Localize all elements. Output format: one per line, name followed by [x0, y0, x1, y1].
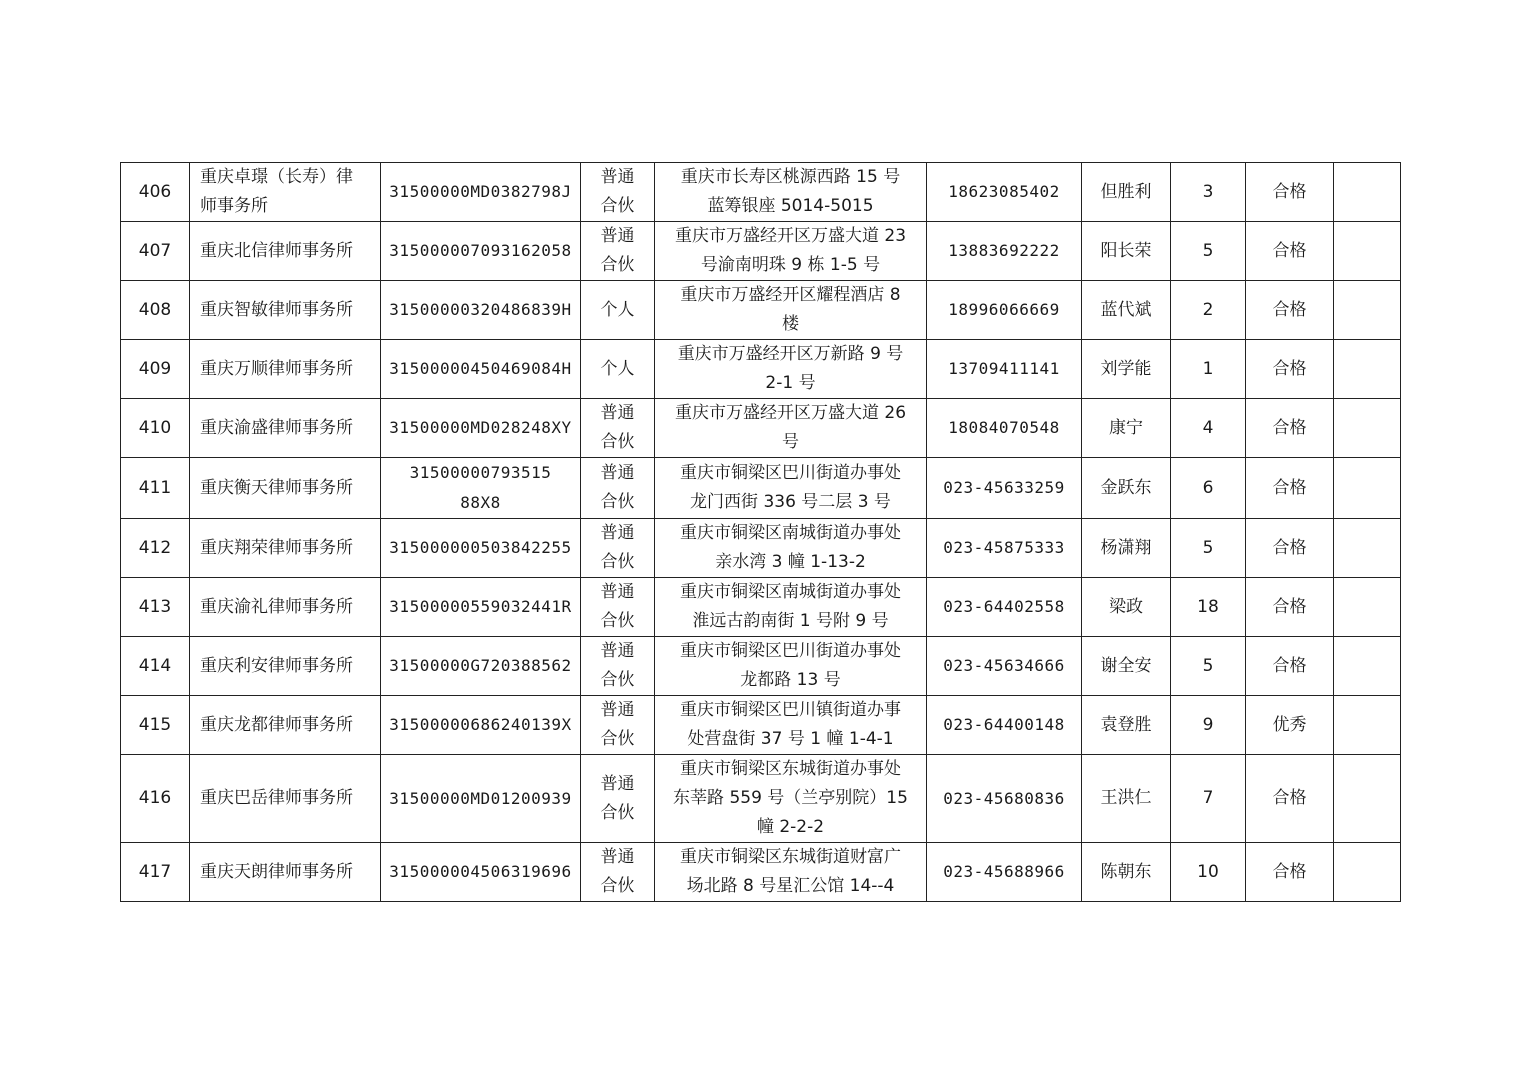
phone-number: 023-45634666 [943, 656, 1065, 675]
org-type-line: 个人 [600, 299, 635, 320]
org-type-line: 合伙 [600, 729, 635, 749]
cell-person [1082, 637, 1171, 696]
assessment-result: 优秀 [1272, 714, 1307, 735]
cell-count [1171, 340, 1246, 399]
credit-code: 315000007093162058 [389, 241, 572, 260]
person-name: 蓝代斌 [1100, 299, 1152, 320]
phone-number: 13883692222 [948, 241, 1060, 260]
cell-phone [927, 163, 1082, 222]
phone-number: 13709411141 [948, 359, 1060, 378]
address-line: 重庆市万盛经开区万盛大道 26 [674, 403, 907, 423]
firm-name-line: 重庆智敏律师事务所 [200, 299, 353, 320]
cell-phone [927, 222, 1082, 281]
assessment-result: 合格 [1272, 861, 1307, 882]
row-number: 412 [138, 537, 172, 558]
org-type-line: 普通 [600, 523, 635, 543]
table-row [121, 222, 1401, 281]
person-name: 但胜利 [1100, 181, 1152, 202]
address-line: 号 [782, 432, 799, 452]
cell-person [1082, 755, 1171, 843]
cell-count [1171, 578, 1246, 637]
person-name: 谢全安 [1100, 655, 1152, 676]
phone-number: 18996066669 [948, 300, 1060, 319]
cell-credit-code [381, 843, 581, 902]
credit-code: 31500000G720388562 [389, 656, 572, 675]
cell-remark [1334, 843, 1401, 902]
cell-phone [927, 843, 1082, 902]
org-type-line: 普通 [600, 773, 635, 794]
cell-org-type [581, 458, 655, 519]
cell-phone [927, 458, 1082, 519]
table-row [121, 399, 1401, 458]
cell-credit-code [381, 578, 581, 637]
cell-no [121, 163, 190, 222]
cell-count [1171, 222, 1246, 281]
cell-address [655, 340, 927, 399]
org-type-line: 合伙 [600, 552, 635, 572]
table-row [121, 696, 1401, 755]
cell-credit-code [381, 755, 581, 843]
cell-no [121, 458, 190, 519]
table-row [121, 163, 1401, 222]
cell-org-type [581, 843, 655, 902]
table-row [121, 578, 1401, 637]
lawyer-count: 18 [1197, 596, 1219, 617]
cell-count [1171, 519, 1246, 578]
assessment-result: 合格 [1272, 788, 1307, 808]
table-row [121, 637, 1401, 696]
org-type-line: 普通 [600, 847, 635, 867]
cell-firm-name [190, 637, 381, 696]
cell-remark [1334, 222, 1401, 281]
phone-number: 023-45688966 [943, 862, 1065, 881]
cell-person [1082, 222, 1171, 281]
address-line: 淮远古韵南街 1 号附 9 号 [692, 611, 889, 631]
row-number: 416 [138, 788, 172, 808]
cell-no [121, 222, 190, 281]
person-name: 杨潇翔 [1100, 537, 1152, 558]
cell-phone [927, 519, 1082, 578]
cell-remark [1334, 458, 1401, 519]
phone-number: 023-45875333 [943, 538, 1065, 557]
cell-credit-code [381, 637, 581, 696]
row-number: 408 [138, 299, 172, 320]
person-name: 梁政 [1109, 596, 1143, 617]
row-number: 410 [138, 417, 172, 438]
cell-address [655, 696, 927, 755]
cell-firm-name [190, 222, 381, 281]
org-type-line: 普通 [600, 582, 635, 602]
lawyer-count: 7 [1202, 788, 1214, 808]
phone-number: 023-64400148 [943, 715, 1065, 734]
address-line: 重庆市铜梁区巴川镇街道办事 [680, 700, 901, 720]
cell-count [1171, 458, 1246, 519]
cell-person [1082, 399, 1171, 458]
firm-name-line: 重庆渝盛律师事务所 [200, 417, 353, 438]
cell-result [1246, 281, 1334, 340]
org-type-line: 合伙 [600, 876, 635, 896]
cell-phone [927, 399, 1082, 458]
address-line: 亲水湾 3 幢 1-13-2 [715, 552, 866, 572]
cell-result [1246, 578, 1334, 637]
person-name: 袁登胜 [1100, 714, 1152, 735]
firm-name-line: 重庆巴岳律师事务所 [200, 788, 353, 808]
cell-org-type [581, 399, 655, 458]
firm-name-line: 重庆利安律师事务所 [200, 655, 353, 676]
address-line: 幢 2-2-2 [756, 817, 825, 837]
address-line: 重庆市万盛经开区万新路 9 号 [677, 344, 904, 364]
cell-no [121, 637, 190, 696]
address-line: 龙门西街 336 号二层 3 号 [690, 492, 891, 512]
address-line: 重庆市铜梁区南城街道办事处 [680, 523, 901, 543]
row-number: 414 [138, 655, 172, 676]
cell-count [1171, 637, 1246, 696]
lawyer-count: 5 [1202, 537, 1214, 558]
address-line: 场北路 8 号星汇公馆 14--4 [686, 876, 895, 896]
row-number: 409 [138, 358, 172, 379]
table-row [121, 755, 1401, 843]
phone-number: 023-45680836 [943, 788, 1065, 808]
assessment-result: 合格 [1272, 596, 1307, 617]
cell-person [1082, 696, 1171, 755]
address-line: 楼 [782, 314, 799, 334]
table-row [121, 340, 1401, 399]
cell-credit-code [381, 281, 581, 340]
cell-remark [1334, 281, 1401, 340]
cell-result [1246, 399, 1334, 458]
firm-name-line: 重庆北信律师事务所 [200, 240, 353, 261]
cell-person [1082, 163, 1171, 222]
cell-count [1171, 163, 1246, 222]
cell-firm-name [190, 519, 381, 578]
address-line: 重庆市铜梁区巴川街道办事处 [680, 463, 901, 483]
cell-result [1246, 458, 1334, 519]
cell-remark [1334, 399, 1401, 458]
cell-address [655, 222, 927, 281]
phone-number: 023-64402558 [943, 597, 1065, 616]
cell-address [655, 755, 927, 843]
cell-no [121, 755, 190, 843]
cell-person [1082, 519, 1171, 578]
cell-result [1246, 696, 1334, 755]
cell-no [121, 519, 190, 578]
cell-org-type [581, 755, 655, 843]
org-type-line: 普通 [600, 463, 635, 483]
assessment-result: 合格 [1272, 299, 1307, 320]
cell-remark [1334, 578, 1401, 637]
firm-name-line: 重庆渝礼律师事务所 [200, 596, 353, 617]
table-row [121, 458, 1401, 519]
credit-code: 315000000503842255 [389, 538, 572, 557]
credit-code: 31500000559032441R [389, 597, 572, 616]
org-type-line: 合伙 [600, 492, 635, 512]
cell-org-type [581, 222, 655, 281]
cell-org-type [581, 340, 655, 399]
cell-credit-code [381, 340, 581, 399]
cell-address [655, 163, 927, 222]
assessment-result: 合格 [1272, 181, 1307, 202]
address-line: 东莘路 559 号（兰亭别院）15 [673, 788, 908, 808]
cell-org-type [581, 281, 655, 340]
lawyer-count: 9 [1202, 714, 1214, 735]
law-firm-table [120, 162, 1401, 902]
credit-code: 31500000450469084H [389, 359, 572, 378]
assessment-result: 合格 [1272, 417, 1307, 438]
lawyer-count: 6 [1202, 477, 1214, 498]
person-name: 金跃东 [1100, 477, 1152, 498]
address-line: 2-1 号 [765, 373, 816, 393]
lawyer-count: 2 [1202, 299, 1214, 320]
cell-no [121, 281, 190, 340]
cell-credit-code [381, 163, 581, 222]
cell-address [655, 519, 927, 578]
address-line: 蓝筹银座 5014-5015 [707, 196, 874, 216]
cell-count [1171, 843, 1246, 902]
lawyer-count: 1 [1202, 358, 1214, 379]
org-type-line: 合伙 [600, 255, 635, 275]
person-name: 康宁 [1109, 417, 1143, 438]
org-type-line: 普通 [600, 700, 635, 720]
cell-credit-code [381, 222, 581, 281]
firm-name-line: 重庆卓璟（长寿）律 [200, 167, 353, 187]
firm-name-line: 师事务所 [200, 196, 268, 216]
cell-firm-name [190, 843, 381, 902]
cell-firm-name [190, 163, 381, 222]
cell-no [121, 578, 190, 637]
cell-no [121, 696, 190, 755]
cell-address [655, 399, 927, 458]
org-type-line: 个人 [600, 358, 635, 379]
lawyer-count: 4 [1202, 417, 1214, 438]
person-name: 刘学能 [1100, 358, 1152, 379]
cell-count [1171, 399, 1246, 458]
cell-credit-code [381, 696, 581, 755]
cell-result [1246, 163, 1334, 222]
person-name: 陈朝东 [1100, 861, 1152, 882]
cell-org-type [581, 163, 655, 222]
cell-address [655, 578, 927, 637]
cell-phone [927, 281, 1082, 340]
cell-phone [927, 637, 1082, 696]
cell-count [1171, 696, 1246, 755]
table-row [121, 843, 1401, 902]
cell-count [1171, 755, 1246, 843]
org-type-line: 普通 [600, 641, 635, 661]
address-line: 重庆市长寿区桃源西路 15 号 [680, 167, 901, 187]
cell-count [1171, 281, 1246, 340]
lawyer-count: 10 [1197, 861, 1219, 882]
cell-no [121, 340, 190, 399]
org-type-line: 合伙 [600, 802, 635, 823]
cell-person [1082, 281, 1171, 340]
phone-number: 18623085402 [948, 182, 1060, 201]
org-type-line: 合伙 [600, 196, 635, 216]
address-line: 处营盘街 37 号 1 幢 1-4-1 [687, 729, 894, 749]
cell-phone [927, 578, 1082, 637]
cell-address [655, 637, 927, 696]
cell-credit-code [381, 399, 581, 458]
cell-firm-name [190, 458, 381, 519]
cell-phone [927, 755, 1082, 843]
org-type-line: 普通 [600, 403, 635, 423]
row-number: 413 [138, 596, 172, 617]
cell-person [1082, 578, 1171, 637]
credit-code: 31500000320486839H [389, 300, 572, 319]
assessment-result: 合格 [1272, 240, 1307, 261]
phone-number: 18084070548 [948, 418, 1060, 437]
cell-org-type [581, 696, 655, 755]
cell-remark [1334, 163, 1401, 222]
address-line: 号渝南明珠 9 栋 1-5 号 [700, 255, 881, 275]
address-line: 重庆市铜梁区巴川街道办事处 [680, 641, 901, 661]
credit-code: 31500000686240139X [389, 715, 572, 734]
phone-number: 023-45633259 [943, 478, 1065, 497]
lawyer-count: 5 [1202, 655, 1214, 676]
cell-address [655, 281, 927, 340]
firm-name-line: 重庆天朗律师事务所 [200, 861, 353, 882]
assessment-result: 合格 [1272, 477, 1307, 498]
row-number: 415 [138, 714, 172, 735]
cell-no [121, 843, 190, 902]
credit-code: 315000004506319696 [389, 862, 572, 881]
cell-no [121, 399, 190, 458]
cell-result [1246, 519, 1334, 578]
cell-remark [1334, 755, 1401, 843]
assessment-result: 合格 [1272, 537, 1307, 558]
org-type-line: 普通 [600, 226, 635, 246]
cell-remark [1334, 340, 1401, 399]
assessment-result: 合格 [1272, 358, 1307, 379]
cell-credit-code [381, 458, 581, 519]
org-type-line: 合伙 [600, 611, 635, 631]
firm-name-line: 重庆龙都律师事务所 [200, 714, 353, 735]
lawyer-count: 5 [1202, 240, 1214, 261]
cell-org-type [581, 578, 655, 637]
firm-name-line: 重庆衡天律师事务所 [200, 477, 353, 498]
cell-phone [927, 696, 1082, 755]
cell-firm-name [190, 696, 381, 755]
cell-phone [927, 340, 1082, 399]
cell-firm-name [190, 578, 381, 637]
address-line: 龙都路 13 号 [740, 670, 841, 690]
cell-result [1246, 340, 1334, 399]
org-type-line: 普通 [600, 167, 635, 187]
address-line: 重庆市铜梁区南城街道办事处 [680, 582, 901, 602]
lawyer-count: 3 [1202, 181, 1214, 202]
cell-org-type [581, 637, 655, 696]
row-number: 407 [138, 240, 172, 261]
address-line: 重庆市铜梁区东城街道办事处 [680, 759, 901, 779]
cell-firm-name [190, 755, 381, 843]
row-number: 417 [138, 861, 172, 882]
cell-person [1082, 843, 1171, 902]
cell-firm-name [190, 281, 381, 340]
org-type-line: 合伙 [600, 432, 635, 452]
cell-remark [1334, 696, 1401, 755]
cell-org-type [581, 519, 655, 578]
cell-result [1246, 843, 1334, 902]
cell-firm-name [190, 399, 381, 458]
credit-code: 31500000MD028248XY [389, 418, 572, 437]
cell-result [1246, 637, 1334, 696]
org-type-line: 合伙 [600, 670, 635, 690]
table-row [121, 519, 1401, 578]
cell-address [655, 843, 927, 902]
cell-firm-name [190, 340, 381, 399]
cell-remark [1334, 519, 1401, 578]
person-name: 王洪仁 [1100, 788, 1152, 808]
cell-address [655, 458, 927, 519]
table-body [121, 163, 1401, 902]
person-name: 阳长荣 [1100, 240, 1152, 261]
assessment-result: 合格 [1272, 655, 1307, 676]
credit-code: 31500000793515 88X8 [409, 463, 552, 512]
address-line: 重庆市铜梁区东城街道财富广 [680, 847, 901, 867]
credit-code: 31500000MD0382798J [389, 182, 572, 201]
firm-name-line: 重庆翔荣律师事务所 [200, 537, 353, 558]
table-row [121, 281, 1401, 340]
credit-code: 31500000MD01200939 [389, 788, 572, 808]
row-number: 411 [138, 477, 172, 498]
cell-remark [1334, 637, 1401, 696]
cell-credit-code [381, 519, 581, 578]
firm-name-line: 重庆万顺律师事务所 [200, 358, 353, 379]
address-line: 重庆市万盛经开区耀程酒店 8 [680, 285, 901, 305]
cell-result [1246, 222, 1334, 281]
cell-person [1082, 340, 1171, 399]
address-line: 重庆市万盛经开区万盛大道 23 [674, 226, 907, 246]
cell-result [1246, 755, 1334, 843]
row-number: 406 [138, 181, 172, 202]
cell-person [1082, 458, 1171, 519]
